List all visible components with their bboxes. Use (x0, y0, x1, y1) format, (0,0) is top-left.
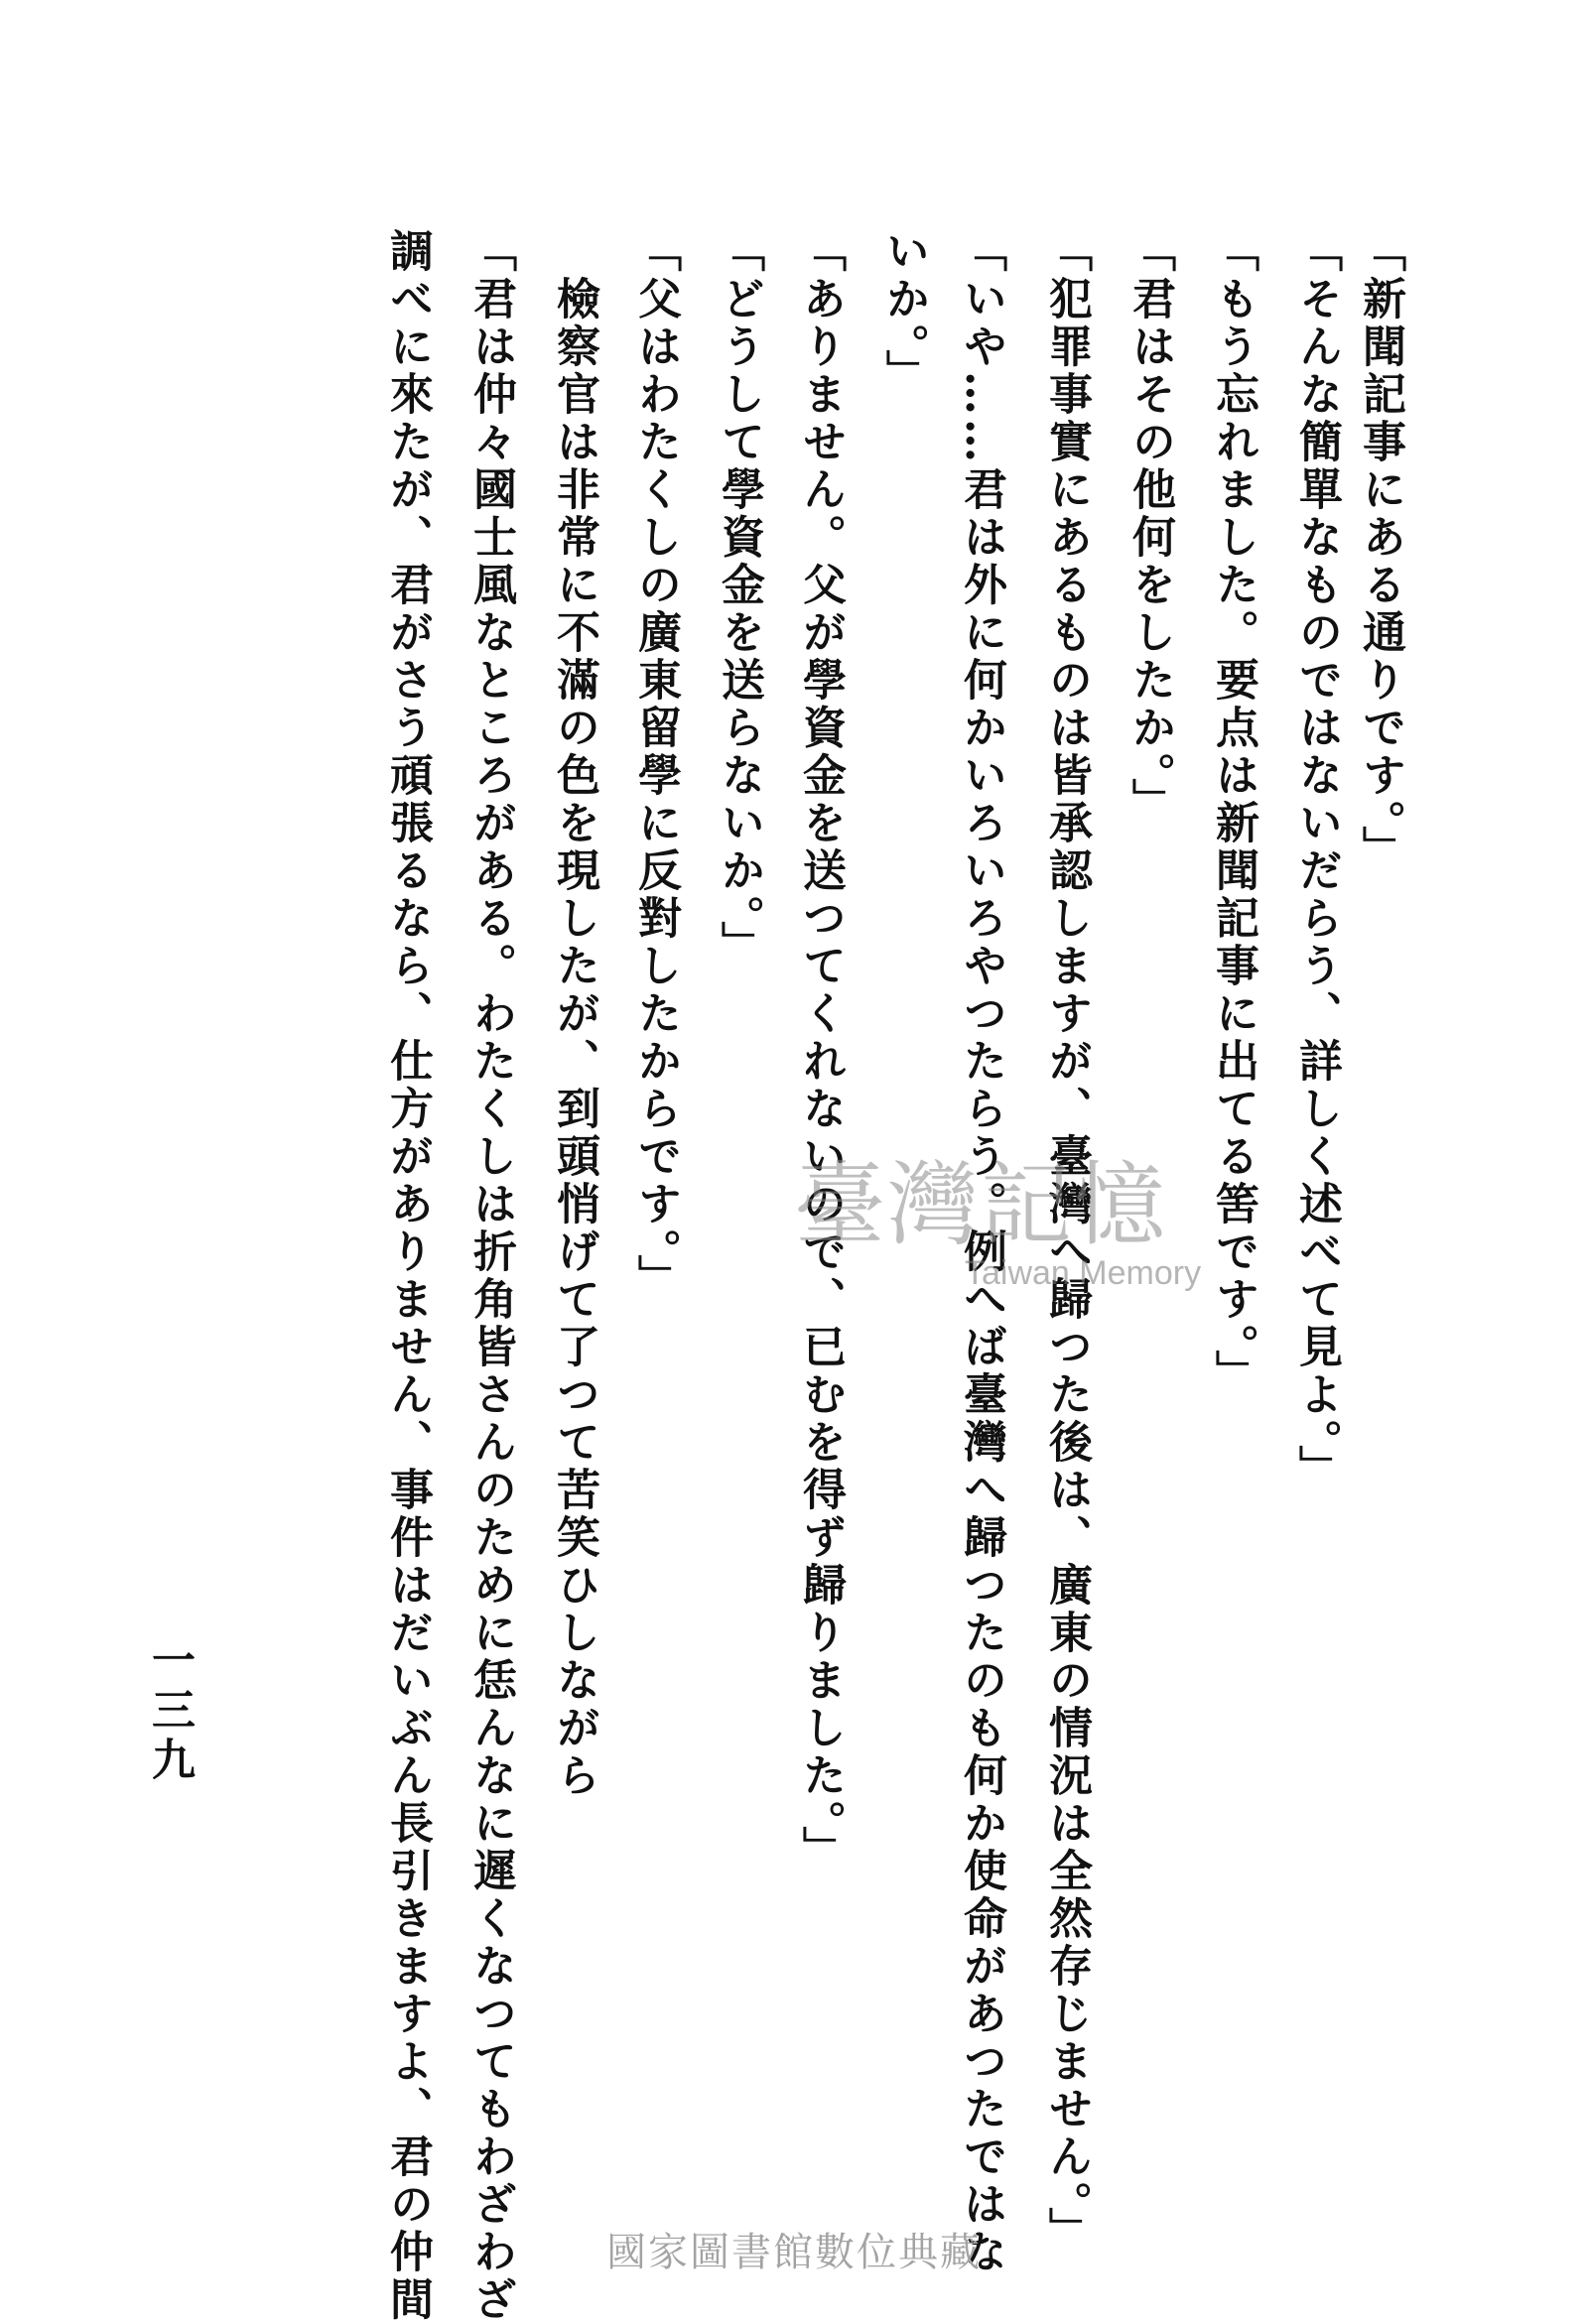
text-column-9: 「どうして學資金を送らないか。」 (714, 228, 764, 968)
text-column-1: 「新聞記事にある通りです。」 (1355, 228, 1405, 873)
text-column-8: 「ありません。父が學資金を送つてくれないので、已むを得ず歸りました。」 (795, 228, 846, 1873)
library-footer: 國家圖書館數位典藏 (606, 2230, 982, 2275)
text-column-5: 「犯罪事實にあるものは皆承認しますが、臺灣へ歸つた後は、廣東の情況は全然存じません。」 (1041, 228, 1092, 2255)
text-column-12: 「君は仲々國士風なところがある。わたくしは折角皆さんのために恁んなに遲くなつてもわざわざ (465, 228, 516, 2324)
text-column-11: 檢察官は非常に不滿の色を現したが、到頭悄げて了つて苦笑ひしながら (549, 228, 599, 1800)
watermark-en-text: Taiwan Memory (965, 1254, 1202, 1292)
text-column-13: 調べに來たが、君がさう頑張るなら、仕方がありません、事件はだいぶん長引きますよ、君の仲間 (382, 228, 433, 2324)
text-column-4: 「君はその他何をしたか。」 (1125, 228, 1175, 826)
text-column-7: いか。」 (878, 228, 929, 397)
text-column-2: 「そんな簡單なものではないだらう、詳しく述べて見よ。」 (1291, 228, 1342, 1492)
text-column-6: 「いや……君は外に何かいろいろやつたらう。例へば臺灣へ歸つたのも何か使命があつたではな (956, 228, 1006, 2276)
text-column-3: 「もう忘れました。要点は新聞記事に出てる筈です。」 (1208, 228, 1258, 1397)
taiwan-memory-watermark (794, 1151, 1270, 1310)
page-number: 一三九 (144, 1637, 195, 1786)
watermark-cjk-text: 臺灣記憶 (794, 1152, 1168, 1258)
text-column-10: 「父はわたくしの廣東留學に反對したからです。」 (630, 228, 681, 1302)
